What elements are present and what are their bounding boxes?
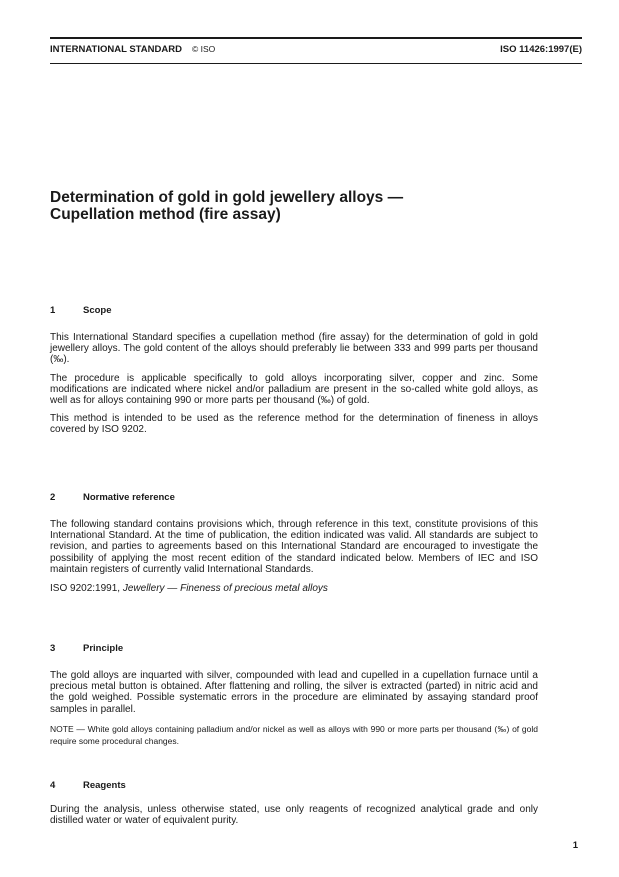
reference-id: ISO 9202:1991, [50, 583, 123, 595]
paragraph: The following standard contains provisions which, through reference in this text, constitute provisions of this International Standard. At the time of publication, the edition indicated was valid. All standards are subject to revision, and parties to agreements based on this International Standard are encouraged to investigate the possibility of applying the most recent edition of the standard indicated below. Members of IEC and ISO maintain registers of currently valid International Standards. [50, 519, 538, 575]
section-heading [50, 305, 538, 317]
section-number: 2 [50, 492, 56, 503]
header-left [50, 44, 215, 55]
paragraph: This International Standard specifies a cupellation method (fire assay) for the determination of gold in gold jewellery alloys. The gold content of the alloys should preferably lie between 333 and 999 parts per thousand (‰). [50, 332, 538, 366]
section-reagents [50, 780, 538, 826]
section-title: Scope [83, 305, 112, 316]
paragraph: The procedure is applicable specifically to gold alloys incorporating silver, copper and zinc. Some modifications are indicated where nickel and/or palladium are present in the so-called white gold alloys, as well as for alloys containing 990 or more parts per thousand (‰) of gold. [50, 372, 538, 407]
paragraph: The gold alloys are inquarted with silver, compounded with lead and cupelled in a cupellation furnace until a precious metal button is obtained. After flattening and rolling, the silver is extracted (parted) in nitric acid and the gold weighed. Possible systematic errors in the procedure are eliminated by assaying standard proof samples in parallel. [50, 670, 538, 715]
section-heading [50, 643, 538, 655]
paragraph: During the analysis, unless otherwise stated, use only reagents of recognized analytical grade and only distilled water or water of equivalent purity. [50, 804, 538, 827]
reference [50, 583, 538, 594]
section-number: 1 [50, 305, 56, 316]
document-id: ISO 11426:1997(E) [500, 44, 582, 55]
header-bottom-rule [50, 63, 582, 64]
reference-title: Jewellery — Fineness of precious metal alloys [122, 583, 328, 595]
header-top-rule [50, 37, 582, 39]
paragraph: This method is intended to be used as the reference method for the determination of fineness in alloys covered by ISO 9202. [50, 413, 538, 436]
note: NOTE — White gold alloys containing palladium and/or nickel as well as alloys with 990 or more parts per thousand (‰) of gold require some procedural changes. [50, 723, 538, 746]
title-line-1: Determination of gold in gold jewellery alloys — [50, 189, 404, 206]
section-normative-reference [50, 492, 538, 594]
section-scope [50, 305, 538, 436]
section-heading [50, 492, 538, 504]
section-heading [50, 780, 538, 792]
section-number: 4 [50, 780, 56, 791]
section-title: Normative reference [83, 492, 175, 503]
section-number: 3 [50, 643, 56, 654]
document-title [50, 189, 570, 223]
section-title: Principle [83, 643, 124, 654]
standard-label: INTERNATIONAL STANDARD [50, 44, 182, 55]
section-principle [50, 643, 538, 747]
page-number: 1 [572, 840, 578, 851]
title-line-2: Cupellation method (fire assay) [50, 206, 281, 223]
copyright-label: © ISO [191, 44, 216, 54]
section-title: Reagents [83, 780, 126, 791]
